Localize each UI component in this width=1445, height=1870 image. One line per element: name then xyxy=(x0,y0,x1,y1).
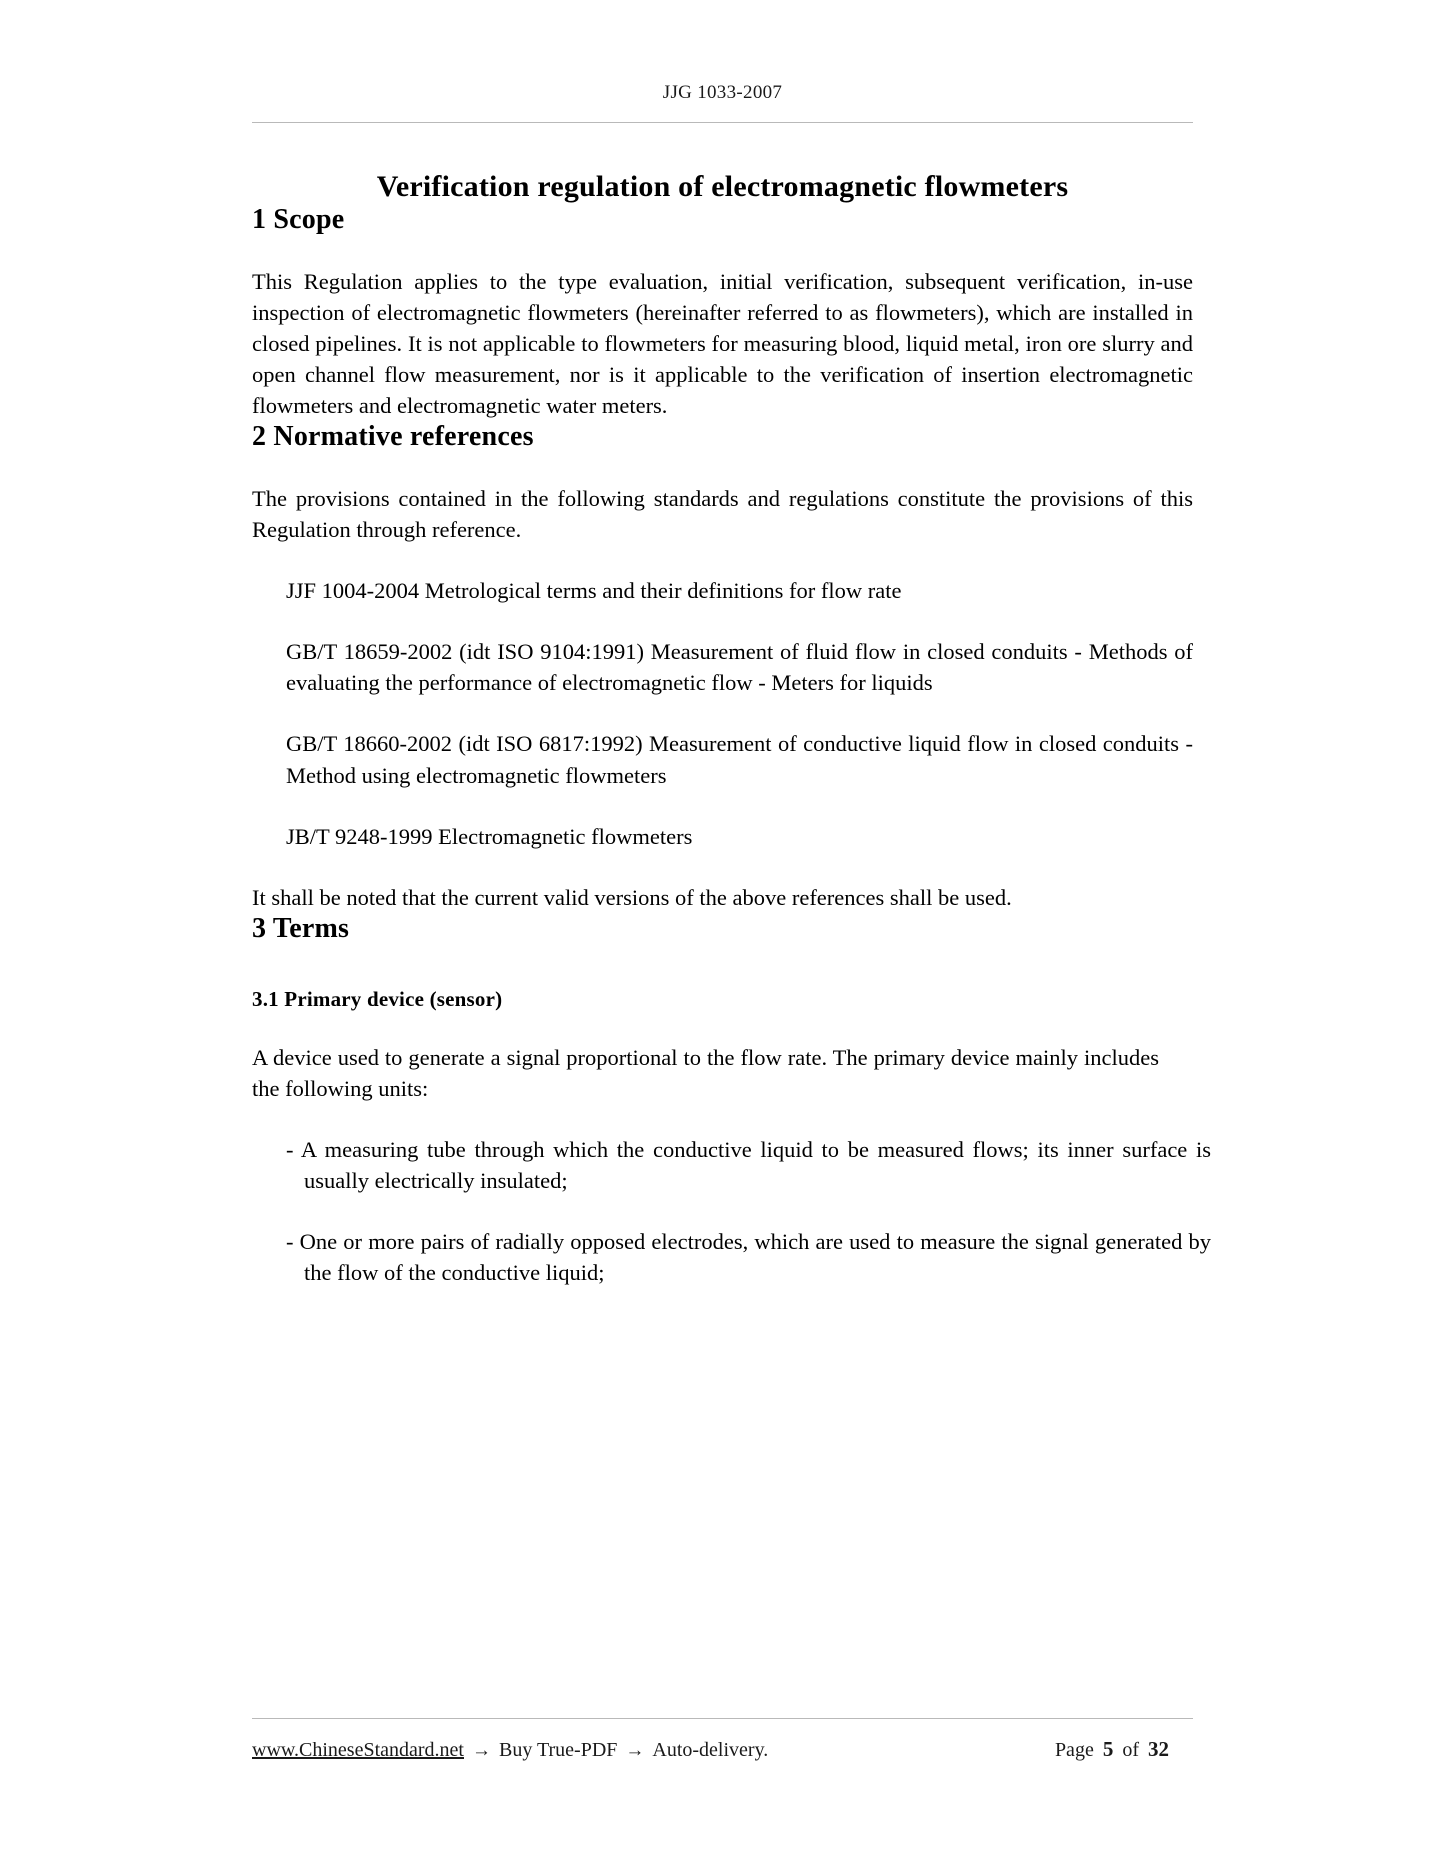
normative-references-note: It shall be noted that the current valid versions of the above references shall be used. xyxy=(252,884,1012,910)
normative-references-intro: The provisions contained in the following standards and regulations constitute the provisions of this Regulation through reference. xyxy=(252,486,1193,543)
footer-divider xyxy=(252,1718,1193,1719)
section-heading-terms: 3 Terms xyxy=(252,912,350,944)
list-item: - A measuring tube through which the conductive liquid to be measured flows; its inner surface is usually electrically insulated; xyxy=(286,1136,1211,1193)
subsection-heading-primary-device: 3.1 Primary device (sensor) xyxy=(252,986,503,1011)
footer-site-link[interactable]: www.ChineseStandard.net xyxy=(252,1739,464,1761)
reference-item: GB/T 18660-2002 (idt ISO 6817:1992) Measurement of conductive liquid flow in closed conduits - Method using electromagnetic flowmeters xyxy=(286,731,1193,788)
total-pages: 32 xyxy=(1148,1737,1169,1761)
list-item: - One or more pairs of radially opposed electrodes, which are used to measure the signal generated by the flow of the conductive liquid; xyxy=(286,1228,1211,1285)
footer-buy-label[interactable]: Buy True-PDF xyxy=(499,1739,618,1761)
page-title: Verification regulation of electromagnetic flowmeters xyxy=(376,170,1069,203)
page-number: 5 xyxy=(1102,1737,1114,1761)
page-header xyxy=(252,0,1193,123)
page-content xyxy=(252,0,1211,1288)
page-footer xyxy=(252,1718,1193,1762)
arrow-right-icon: → xyxy=(625,1740,645,1761)
scope-paragraph: This Regulation applies to the type evaluation, initial verification, subsequent verification, in-use inspection of electromagnetic flowmeters (hereinafter referred to as flowmeters), which are installed in closed pipelines. It is not applicable to flowmeters for measuring blood, liquid metal, iron ore slurry and open channel flow measurement, nor is it applicable to the verification of insertion electromagnetic flowmeters and electromagnetic water meters. xyxy=(252,269,1193,419)
primary-device-paragraph: A device used to generate a signal proportional to the flow rate. The primary device mainly includes the following units: xyxy=(252,1044,1159,1101)
section-heading-scope: 1 Scope xyxy=(252,204,345,235)
arrow-right-icon: → xyxy=(472,1740,491,1761)
reference-item: GB/T 18659-2002 (idt ISO 9104:1991) Measurement of fluid flow in closed conduits - Methods of evaluating the performance of electromagnetic flow - Meters for liquids xyxy=(286,639,1193,696)
of-label: of xyxy=(1122,1739,1139,1761)
header-divider xyxy=(252,122,1193,123)
page-label: Page xyxy=(1054,1739,1094,1761)
standard-code: JJG 1033-2007 xyxy=(662,82,783,103)
reference-item: JB/T 9248-1999 Electromagnetic flowmeters xyxy=(286,823,693,849)
reference-item: JJF 1004-2004 Metrological terms and their definitions for flow rate xyxy=(286,578,902,604)
section-heading-normative-references: 2 Normative references xyxy=(252,421,534,453)
footer-delivery-label: Auto-delivery. xyxy=(652,1739,769,1761)
